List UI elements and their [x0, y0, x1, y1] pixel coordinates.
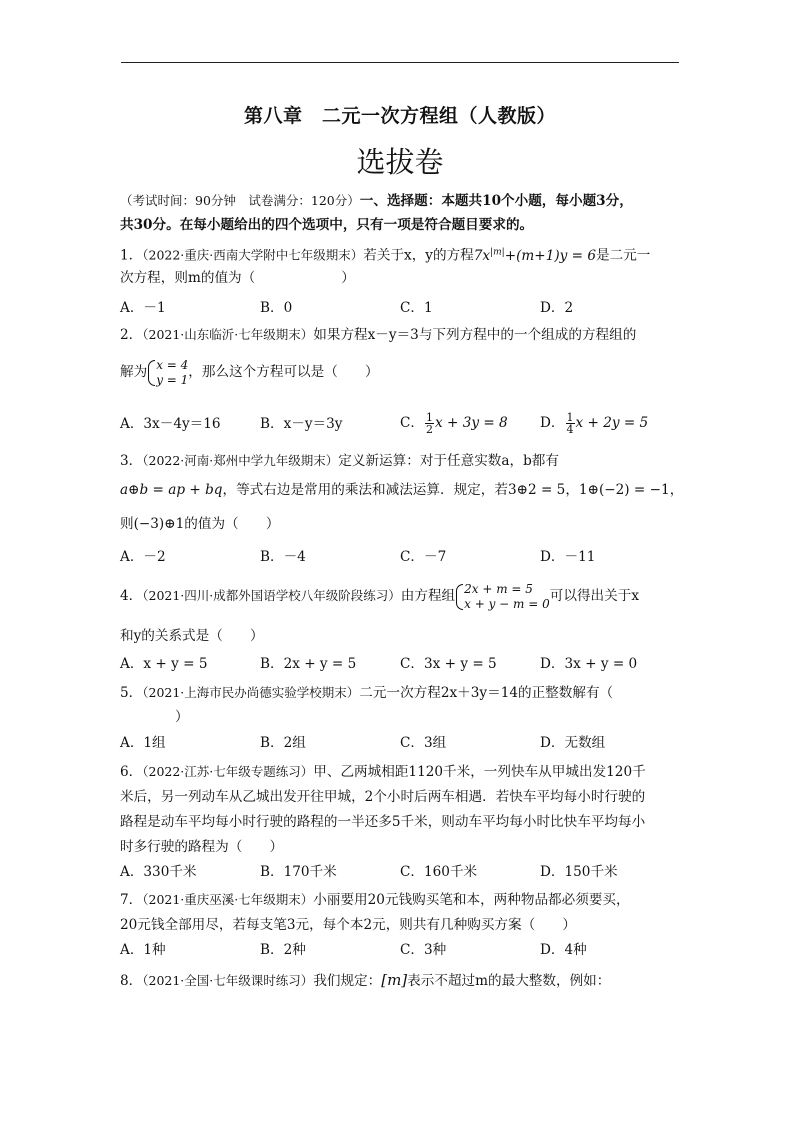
q1-option-b[interactable]: B．0 — [260, 300, 293, 316]
q5-option-b[interactable]: B．2组 — [260, 735, 306, 751]
q4-option-b[interactable]: B．2x + y = 5 — [260, 656, 357, 672]
question-3: 3．（2022·河南·郑州中学九年级期末）定义新运算：对于任意实数a，b都有 — [120, 453, 559, 469]
question-source: （2022·重庆·西南大学附中七年级期末） — [142, 247, 364, 263]
q3-option-a[interactable]: A．－2 — [120, 549, 166, 565]
section-heading: 一、选择题：本题共10个小题，每小题3分， — [359, 193, 633, 209]
question-6-line-3: 路程是动车平均每小时行驶的路程的一半还多5千米，则动车平均每小时比快车平均每小 — [120, 814, 646, 830]
q7-option-a[interactable]: A．1种 — [120, 942, 166, 958]
question-5-line-2: ） — [175, 709, 189, 725]
q2-option-a[interactable]: A．3x－4y＝16 — [120, 416, 221, 432]
question-6-line-4: 时多行驶的路程为（ ） — [120, 839, 284, 855]
question-source: （2022·江苏·七年级专题练习） — [142, 764, 314, 779]
q5-option-c[interactable]: C．3组 — [400, 735, 447, 751]
fraction: $\frac{1}{4}$ — [566, 411, 574, 436]
intro-line-2: 共30分。在每小题给出的四个选项中，只有一项是符合题目要求的。 — [120, 217, 534, 233]
q6-option-c[interactable]: C．160千米 — [400, 864, 478, 880]
equation-system: 2x + m = 5 x + y − m = 0 — [455, 582, 550, 612]
q6-option-a[interactable]: A．330千米 — [120, 864, 197, 880]
question-4: 4．（2021·四川·成都外国语学校八年级阶段练习）由方程组 2x + m = 5 x + y − m = 0 可以得出关于x — [120, 581, 639, 611]
question-2-line-2: 解为 x = 4 y = 1 ，那么这个方程可以是（ ） — [120, 357, 379, 387]
q3-option-b[interactable]: B．－4 — [260, 549, 306, 565]
question-5: 5．（2021·上海市民办尚德实验学校期末）二元一次方程2x＋3y＝14的正整数解有（ — [120, 685, 614, 701]
question-3-line-3: 则(−3)⊕1的值为（ ） — [120, 516, 280, 532]
question-6-line-2: 米后，另一列动车从乙城出发开往甲城，2个小时后两车相遇．若快车平均每小时行驶的 — [120, 789, 646, 805]
question-1-line-2: 次方程，则m的值为（ ） — [120, 270, 355, 286]
q1-option-c[interactable]: C．1 — [400, 300, 433, 316]
formula: 3⊕2 = 5 — [507, 482, 566, 498]
formula: a⊕b = ap + bq — [120, 482, 223, 498]
question-2: 2．（2021·山东临沂·七年级期末）如果方程x－y＝3与下列方程中的一个组成的方程组的 — [120, 327, 637, 343]
q2-option-c[interactable]: C． $\frac{1}{2}$ x + 3y = 8 — [400, 411, 508, 436]
q5-option-d[interactable]: D．无数组 — [540, 735, 606, 751]
equation-system: x = 4 y = 1 — [147, 358, 188, 388]
question-4-line-2: 和y的关系式是（ ） — [120, 628, 264, 644]
formula: $7x^{|m|}+(m+1)y = 6$ — [473, 247, 597, 264]
formula: [m] — [381, 971, 408, 989]
q4-option-a[interactable]: A．x + y = 5 — [120, 656, 208, 672]
paper-subtitle: 选拔卷 — [356, 145, 444, 179]
question-source: （2021·四川·成都外国语学校八年级阶段练习） — [142, 588, 401, 603]
question-source: （2021·重庆巫溪·七年级期末） — [142, 892, 314, 907]
question-source: （2022·河南·郑州中学九年级期末） — [142, 453, 339, 468]
question-source: （2021·上海市民办尚德实验学校期末） — [142, 685, 360, 700]
fraction: $\frac{1}{2}$ — [426, 411, 433, 436]
q1-option-a[interactable]: A．－1 — [120, 300, 166, 316]
q7-option-b[interactable]: B．2种 — [260, 942, 306, 958]
q4-option-c[interactable]: C．3x + y = 5 — [400, 656, 497, 672]
question-7: 7．（2021·重庆巫溪·七年级期末）小丽要用20元钱购买笔和本，两种物品都必须要买， — [120, 892, 630, 908]
q4-option-d[interactable]: D．3x + y = 0 — [540, 656, 638, 672]
q6-option-d[interactable]: D．150千米 — [540, 864, 618, 880]
q7-option-c[interactable]: C．3种 — [400, 942, 447, 958]
intro-line-1 — [120, 192, 633, 210]
q3-option-c[interactable]: C．－7 — [400, 549, 447, 565]
chapter-title: 第八章 二元一次方程组（人教版） — [243, 105, 556, 127]
formula: 1⊕(−2) = −1 — [578, 482, 670, 498]
q2-option-d[interactable]: D． $\frac{1}{4}$ x + 2y = 5 — [540, 411, 649, 436]
q3-option-d[interactable]: D．－11 — [540, 549, 596, 565]
question-7-line-2: 20元钱全部用尽，若每支笔3元，每个本2元，则共有几种购买方案（ ） — [120, 917, 576, 933]
question-3-line-2: a⊕b = ap + bq，等式右边是常用的乘法和减法运算．规定，若3⊕2 = 5，1⊕(−2) = −1， — [120, 482, 684, 498]
question-source: （2021·全国·七年级课时练习） — [142, 973, 314, 988]
question-source: （2021·山东临沂·七年级期末） — [142, 327, 314, 342]
header-rule — [121, 62, 679, 63]
question-1: 1．（2022·重庆·西南大学附中七年级期末）若关于x，y的方程$7x^{|m|}+(m+1)y = 6$是二元一 — [120, 247, 651, 264]
exam-time-note: （考试时间：90分钟 试卷满分：120分） — [120, 193, 360, 208]
q2-option-b[interactable]: B．x－y＝3y — [260, 416, 343, 432]
q5-option-a[interactable]: A．1组 — [120, 735, 166, 751]
q7-option-d[interactable]: D．4种 — [540, 942, 587, 958]
question-8: 8．（2021·全国·七年级课时练习）我们规定：[m]表示不超过m的最大整数，例如： — [120, 971, 611, 989]
q1-option-d[interactable]: D．2 — [540, 300, 574, 316]
q6-option-b[interactable]: B．170千米 — [260, 864, 337, 880]
question-6: 6．（2022·江苏·七年级专题练习）甲、乙两城相距1120千米，一列快车从甲城出发120千 — [120, 764, 646, 780]
